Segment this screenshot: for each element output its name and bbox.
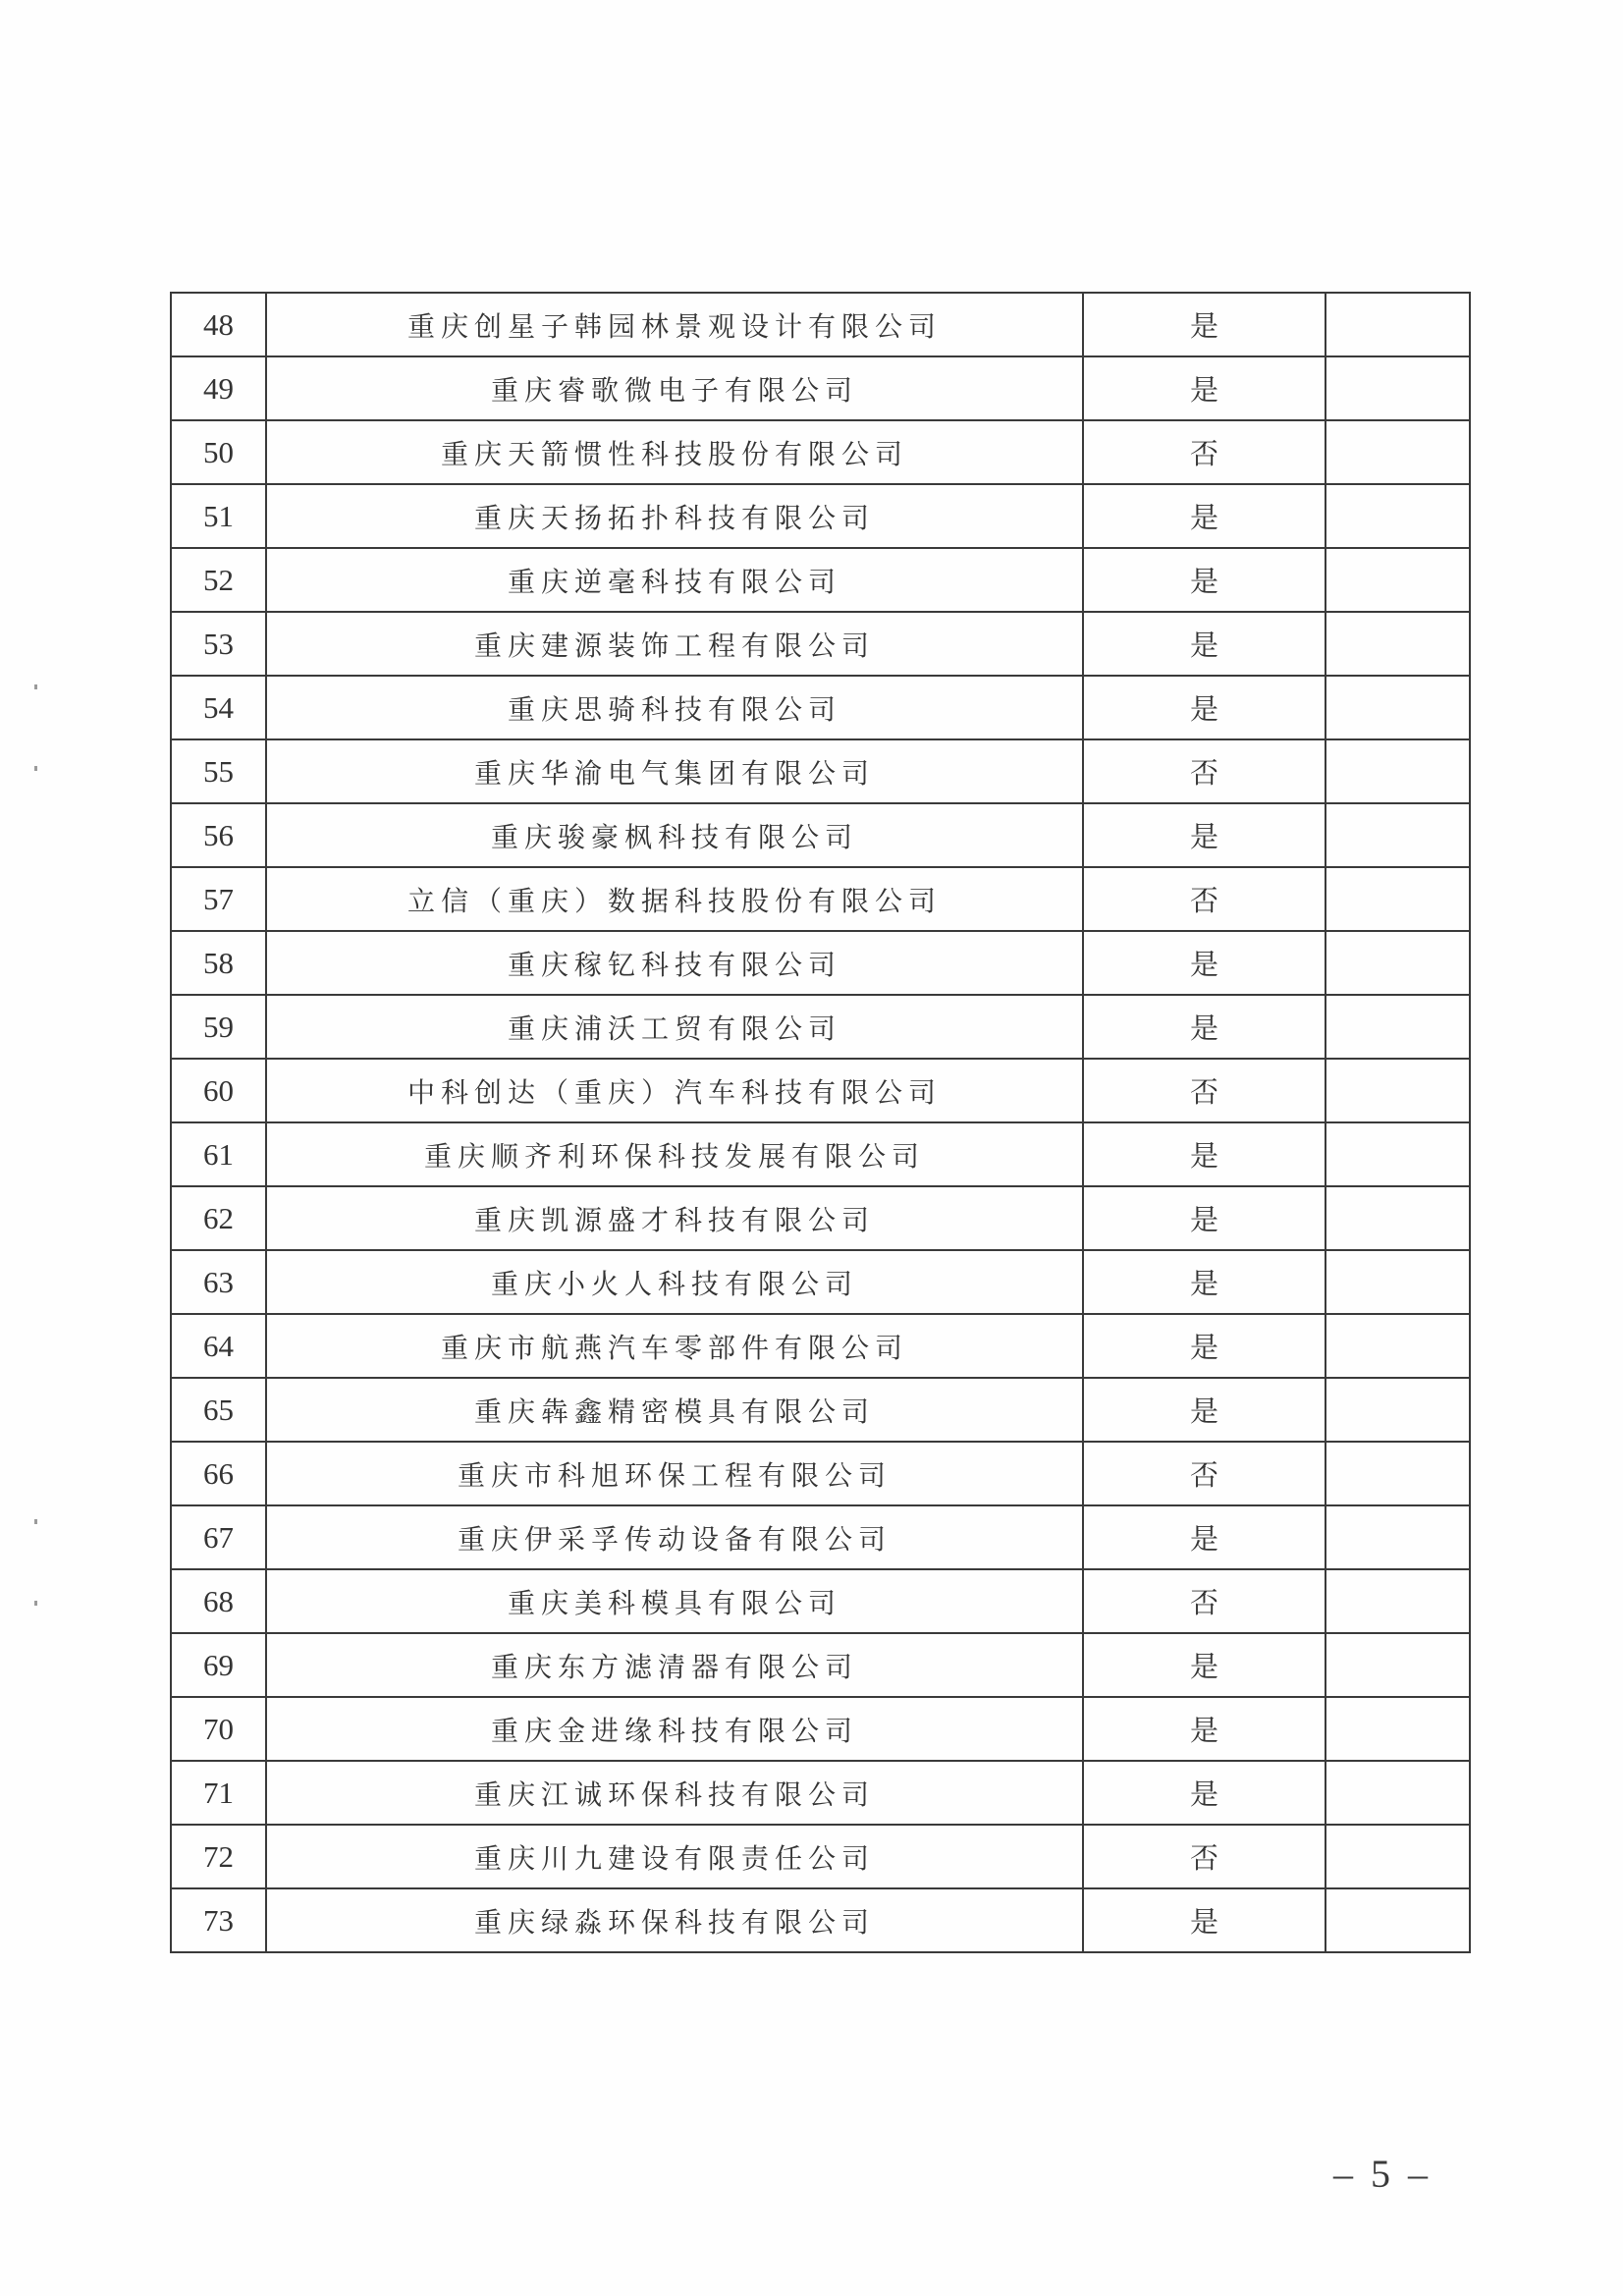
scan-mark [34, 766, 37, 771]
remarks-cell [1325, 1059, 1470, 1122]
status-flag-cell: 否 [1083, 867, 1325, 931]
status-flag-cell: 是 [1083, 931, 1325, 995]
table-row [171, 1633, 1470, 1697]
row-number-cell: 55 [171, 739, 266, 803]
row-number-cell: 68 [171, 1569, 266, 1633]
table-row [171, 1122, 1470, 1186]
status-flag-cell: 是 [1083, 484, 1325, 548]
remarks-cell [1325, 995, 1470, 1059]
row-number-cell: 67 [171, 1505, 266, 1569]
status-flag-cell: 是 [1083, 1761, 1325, 1825]
remarks-cell [1325, 420, 1470, 484]
row-number-cell: 65 [171, 1378, 266, 1442]
row-number-cell: 54 [171, 676, 266, 739]
row-number-cell: 48 [171, 293, 266, 356]
status-flag-cell: 是 [1083, 1250, 1325, 1314]
remarks-cell [1325, 931, 1470, 995]
table-row [171, 293, 1470, 356]
remarks-cell [1325, 803, 1470, 867]
remarks-cell [1325, 1569, 1470, 1633]
row-number-cell: 69 [171, 1633, 266, 1697]
company-name-cell: 重庆浦沃工贸有限公司 [266, 995, 1083, 1059]
status-flag-cell: 是 [1083, 676, 1325, 739]
remarks-cell [1325, 739, 1470, 803]
row-number-cell: 60 [171, 1059, 266, 1122]
table-row [171, 548, 1470, 612]
scan-mark [34, 1519, 37, 1524]
table-row [171, 1761, 1470, 1825]
table-row [171, 867, 1470, 931]
company-name-cell: 重庆小火人科技有限公司 [266, 1250, 1083, 1314]
table-row [171, 612, 1470, 676]
row-number-cell: 57 [171, 867, 266, 931]
company-name-cell: 立信（重庆）数据科技股份有限公司 [266, 867, 1083, 931]
company-name-cell: 重庆天箭惯性科技股份有限公司 [266, 420, 1083, 484]
table-row [171, 739, 1470, 803]
remarks-cell [1325, 1378, 1470, 1442]
company-name-cell: 重庆稼钇科技有限公司 [266, 931, 1083, 995]
status-flag-cell: 是 [1083, 548, 1325, 612]
table-row [171, 1186, 1470, 1250]
remarks-cell [1325, 1186, 1470, 1250]
table-row [171, 1314, 1470, 1378]
company-name-cell: 重庆江诚环保科技有限公司 [266, 1761, 1083, 1825]
status-flag-cell: 是 [1083, 1378, 1325, 1442]
remarks-cell [1325, 1825, 1470, 1888]
row-number-cell: 52 [171, 548, 266, 612]
company-name-cell: 重庆思骑科技有限公司 [266, 676, 1083, 739]
company-name-cell: 重庆逆毫科技有限公司 [266, 548, 1083, 612]
row-number-cell: 59 [171, 995, 266, 1059]
row-number-cell: 51 [171, 484, 266, 548]
remarks-cell [1325, 867, 1470, 931]
company-name-cell: 重庆美科模具有限公司 [266, 1569, 1083, 1633]
company-name-cell: 中科创达（重庆）汽车科技有限公司 [266, 1059, 1083, 1122]
company-name-cell: 重庆金进缘科技有限公司 [266, 1697, 1083, 1761]
remarks-cell [1325, 676, 1470, 739]
row-number-cell: 71 [171, 1761, 266, 1825]
status-flag-cell: 否 [1083, 1569, 1325, 1633]
table-row [171, 484, 1470, 548]
company-name-cell: 重庆凯源盛才科技有限公司 [266, 1186, 1083, 1250]
status-flag-cell: 否 [1083, 1442, 1325, 1505]
scan-mark [34, 684, 37, 689]
scan-mark [34, 1601, 37, 1606]
status-flag-cell: 是 [1083, 1122, 1325, 1186]
row-number-cell: 64 [171, 1314, 266, 1378]
table-row [171, 1442, 1470, 1505]
status-flag-cell: 是 [1083, 1633, 1325, 1697]
table-row [171, 1059, 1470, 1122]
row-number-cell: 73 [171, 1888, 266, 1952]
page-number: – 5 – [1333, 2152, 1432, 2196]
remarks-cell [1325, 1314, 1470, 1378]
row-number-cell: 56 [171, 803, 266, 867]
company-name-cell: 重庆市科旭环保工程有限公司 [266, 1442, 1083, 1505]
table-row [171, 1569, 1470, 1633]
remarks-cell [1325, 1122, 1470, 1186]
company-name-cell: 重庆东方滤清器有限公司 [266, 1633, 1083, 1697]
remarks-cell [1325, 484, 1470, 548]
table-row [171, 1697, 1470, 1761]
remarks-cell [1325, 356, 1470, 420]
remarks-cell [1325, 1505, 1470, 1569]
company-name-cell: 重庆睿歌微电子有限公司 [266, 356, 1083, 420]
row-number-cell: 62 [171, 1186, 266, 1250]
table-row [171, 803, 1470, 867]
company-name-cell: 重庆市航燕汽车零部件有限公司 [266, 1314, 1083, 1378]
row-number-cell: 70 [171, 1697, 266, 1761]
table-row [171, 1378, 1470, 1442]
company-name-cell: 重庆骏豪枫科技有限公司 [266, 803, 1083, 867]
company-name-cell: 重庆绿淼环保科技有限公司 [266, 1888, 1083, 1952]
status-flag-cell: 是 [1083, 1186, 1325, 1250]
remarks-cell [1325, 1250, 1470, 1314]
company-name-cell: 重庆创星子韩园林景观设计有限公司 [266, 293, 1083, 356]
status-flag-cell: 是 [1083, 612, 1325, 676]
remarks-cell [1325, 1633, 1470, 1697]
status-flag-cell: 否 [1083, 1059, 1325, 1122]
status-flag-cell: 否 [1083, 420, 1325, 484]
status-flag-cell: 是 [1083, 1505, 1325, 1569]
remarks-cell [1325, 1442, 1470, 1505]
status-flag-cell: 是 [1083, 995, 1325, 1059]
row-number-cell: 63 [171, 1250, 266, 1314]
table-body [171, 293, 1470, 1952]
company-name-cell: 重庆建源装饰工程有限公司 [266, 612, 1083, 676]
table-row [171, 676, 1470, 739]
table-row [171, 1825, 1470, 1888]
remarks-cell [1325, 548, 1470, 612]
status-flag-cell: 是 [1083, 1314, 1325, 1378]
table-row [171, 1250, 1470, 1314]
row-number-cell: 72 [171, 1825, 266, 1888]
status-flag-cell: 是 [1083, 356, 1325, 420]
table-row [171, 931, 1470, 995]
table-row [171, 1505, 1470, 1569]
status-flag-cell: 是 [1083, 1697, 1325, 1761]
row-number-cell: 66 [171, 1442, 266, 1505]
row-number-cell: 50 [171, 420, 266, 484]
company-name-cell: 重庆顺齐利环保科技发展有限公司 [266, 1122, 1083, 1186]
status-flag-cell: 是 [1083, 1888, 1325, 1952]
status-flag-cell: 否 [1083, 1825, 1325, 1888]
status-flag-cell: 否 [1083, 739, 1325, 803]
row-number-cell: 49 [171, 356, 266, 420]
remarks-cell [1325, 1761, 1470, 1825]
company-name-cell: 重庆犇鑫精密模具有限公司 [266, 1378, 1083, 1442]
table-row [171, 995, 1470, 1059]
remarks-cell [1325, 612, 1470, 676]
row-number-cell: 58 [171, 931, 266, 995]
table-row [171, 356, 1470, 420]
company-name-cell: 重庆华渝电气集团有限公司 [266, 739, 1083, 803]
company-name-cell: 重庆伊采孚传动设备有限公司 [266, 1505, 1083, 1569]
table-row [171, 1888, 1470, 1952]
status-flag-cell: 是 [1083, 803, 1325, 867]
remarks-cell [1325, 293, 1470, 356]
company-name-cell: 重庆天扬拓扑科技有限公司 [266, 484, 1083, 548]
remarks-cell [1325, 1697, 1470, 1761]
remarks-cell [1325, 1888, 1470, 1952]
company-list-table [170, 292, 1471, 1953]
table-row [171, 420, 1470, 484]
row-number-cell: 61 [171, 1122, 266, 1186]
status-flag-cell: 是 [1083, 293, 1325, 356]
company-name-cell: 重庆川九建设有限责任公司 [266, 1825, 1083, 1888]
row-number-cell: 53 [171, 612, 266, 676]
